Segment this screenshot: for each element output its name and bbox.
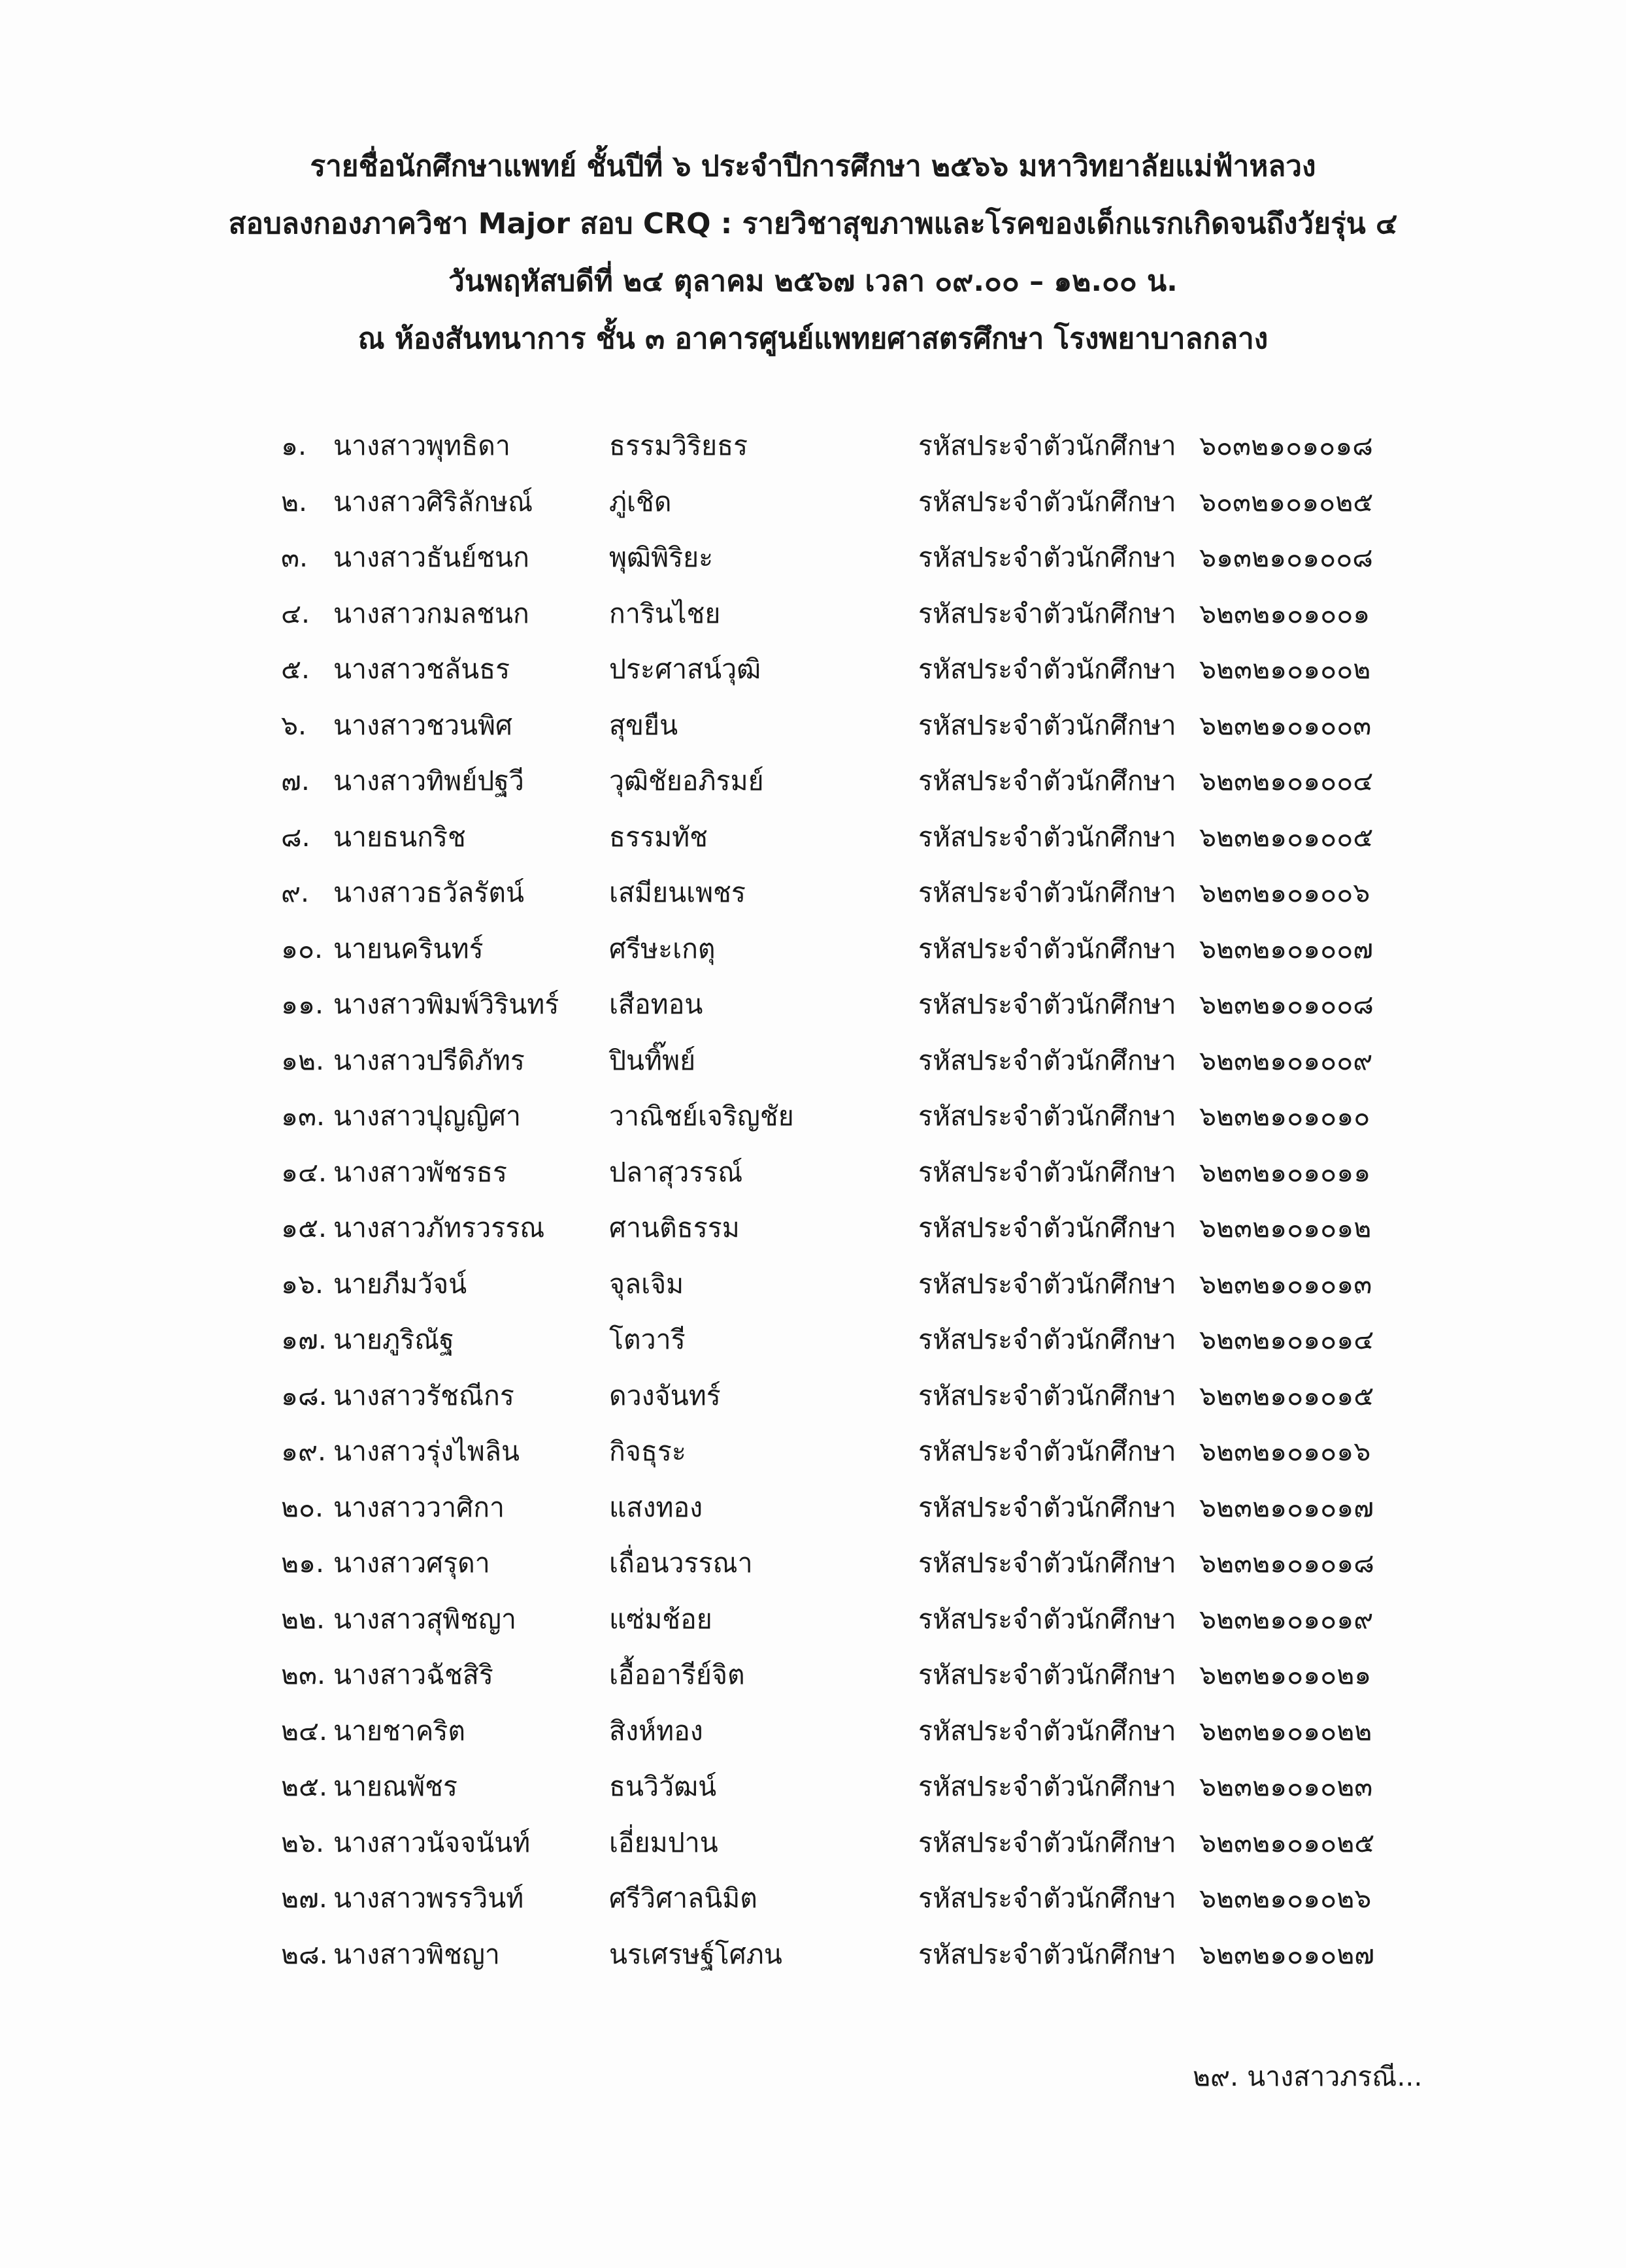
- student-id: ๖๒๓๒๑๐๑๐๒๑: [1199, 1659, 1372, 1690]
- student-name: นางสาวสุพิชญา: [333, 1603, 516, 1635]
- student-list: [0, 426, 1626, 1990]
- student-surname: สิงห์ทอง: [609, 1715, 703, 1747]
- student-id: ๖๒๓๒๑๐๑๐๒๖: [1199, 1882, 1372, 1914]
- student-number: ๑๔.: [281, 1156, 327, 1188]
- student-row: [0, 1376, 1626, 1432]
- student-name: นางสาวภัทรวรรณ: [333, 1212, 545, 1243]
- student-row: [0, 426, 1626, 482]
- student-number: ๒๖.: [281, 1826, 325, 1858]
- student-id-label: รหัสประจำตัวนักศึกษา: [918, 1771, 1176, 1802]
- student-id: ๖๒๓๒๑๐๑๐๐๘: [1199, 989, 1374, 1020]
- student-id: ๖๒๓๒๑๐๑๐๐๙: [1199, 1044, 1373, 1076]
- student-number: ๑๒.: [281, 1044, 325, 1076]
- student-row: [0, 1096, 1626, 1153]
- student-name: นางสาวพรรวินท์: [333, 1882, 524, 1914]
- student-id: ๖๐๓๒๑๐๑๐๑๘: [1199, 430, 1373, 461]
- student-surname: ธรรมวิริยธร: [609, 430, 748, 461]
- student-id-label: รหัสประจำตัวนักศึกษา: [918, 1436, 1176, 1467]
- student-id-label: รหัสประจำตัวนักศึกษา: [918, 1603, 1176, 1635]
- student-name: นางสาวพิชญา: [333, 1938, 500, 1970]
- student-surname: เอื้ออารีย์จิต: [609, 1659, 745, 1690]
- student-id-label: รหัสประจำตัวนักศึกษา: [918, 1547, 1176, 1579]
- header-location: ณ ห้องสันทนาการ ชั้น ๓ อาคารศูนย์แพทยศาสตรศึกษา โรงพยาบาลกลาง: [357, 322, 1269, 355]
- student-id-label: รหัสประจำตัวนักศึกษา: [918, 1715, 1176, 1747]
- student-number: ๒.: [281, 485, 308, 518]
- student-row: [0, 1041, 1626, 1097]
- student-surname: เถื่อนวรรณา: [609, 1547, 753, 1579]
- student-name: นางสาวพัชรธร: [333, 1156, 508, 1188]
- student-id-label: รหัสประจำตัวนักศึกษา: [918, 1268, 1176, 1300]
- student-row: [0, 761, 1626, 817]
- student-id-label: รหัสประจำตัวนักศึกษา: [918, 1212, 1176, 1243]
- student-id-label: รหัสประจำตัวนักศึกษา: [918, 821, 1176, 853]
- student-id-label: รหัสประจำตัวนักศึกษา: [918, 1826, 1176, 1858]
- student-number: ๒๐.: [281, 1491, 324, 1523]
- header-subject: สอบลงกองภาควิชา Major สอบ CRQ : รายวิชาสุขภาพและโรคของเด็กแรกเกิดจนถึงวัยรุ่น ๔: [228, 207, 1398, 240]
- header-title: รายชื่อนักศึกษาแพทย์ ชั้นปีที่ ๖ ประจำปีการศึกษา ๒๕๖๖ มหาวิทยาลัยแม่ฟ้าหลวง: [310, 150, 1316, 183]
- student-id: ๖๒๓๒๑๐๑๐๑๕: [1199, 1379, 1374, 1411]
- student-row: [0, 649, 1626, 706]
- student-id-label: รหัสประจำตัวนักศึกษา: [918, 989, 1176, 1020]
- student-id-label: รหัสประจำตัวนักศึกษา: [918, 597, 1176, 629]
- student-surname: สุขยืน: [609, 709, 678, 741]
- student-surname: ประศาสน์วุฒิ: [609, 653, 761, 685]
- student-name: นางสาวทิพย์ปฐวี: [333, 765, 524, 797]
- student-number: ๑๑.: [281, 989, 324, 1020]
- student-number: ๔.: [281, 597, 310, 629]
- student-row: [0, 1208, 1626, 1264]
- student-id: ๖๒๓๒๑๐๑๐๑๖: [1199, 1436, 1371, 1467]
- student-id-label: รหัสประจำตัวนักศึกษา: [918, 485, 1176, 518]
- student-id: ๖๒๓๒๑๐๑๐๑๓: [1199, 1268, 1372, 1300]
- student-row: [0, 985, 1626, 1041]
- student-surname: เสมียนเพชร: [609, 877, 746, 908]
- student-id-label: รหัสประจำตัวนักศึกษา: [918, 1100, 1176, 1132]
- student-id: ๖๒๓๒๑๐๑๐๐๗: [1199, 932, 1374, 964]
- student-row: [0, 1320, 1626, 1376]
- student-surname: ศานติธรรม: [609, 1212, 740, 1243]
- student-surname: ธนวิวัฒน์: [609, 1771, 717, 1802]
- student-row: [0, 1543, 1626, 1600]
- student-row: [0, 1153, 1626, 1209]
- student-number: ๑๓.: [281, 1100, 325, 1132]
- student-surname: วาณิชย์เจริญชัย: [609, 1100, 794, 1132]
- student-id: ๖๒๓๒๑๐๑๐๐๓: [1199, 709, 1372, 741]
- continued-next-page: ๒๙. นางสาวภรณี...: [1193, 2061, 1423, 2092]
- student-name: นางสาวศรุดา: [333, 1547, 490, 1579]
- student-row: [0, 594, 1626, 650]
- student-row: [0, 1488, 1626, 1544]
- student-surname: ศรีวิศาลนิมิต: [609, 1882, 757, 1914]
- student-id-label: รหัสประจำตัวนักศึกษา: [918, 877, 1176, 908]
- student-name: นางสาวปุญญิศา: [333, 1100, 522, 1132]
- student-id: ๖๐๓๒๑๐๑๐๒๕: [1199, 485, 1374, 518]
- student-id: ๖๑๓๒๑๐๑๐๐๘: [1199, 542, 1373, 573]
- student-id: ๖๒๓๒๑๐๑๐๑๑: [1199, 1156, 1371, 1188]
- student-surname: ธรรมทัช: [609, 821, 708, 853]
- student-id: ๖๒๓๒๑๐๑๐๑๘: [1199, 1547, 1374, 1579]
- student-id-label: รหัสประจำตัวนักศึกษา: [918, 1044, 1176, 1076]
- student-name: นางสาวชวนพิศ: [333, 709, 513, 741]
- student-number: ๖.: [281, 709, 307, 741]
- header-datetime: วันพฤหัสบดีที่ ๒๔ ตุลาคม ๒๕๖๗ เวลา ๐๙.๐๐ – ๑๒.๐๐ น.: [448, 265, 1178, 298]
- student-id: ๖๒๓๒๑๐๑๐๑๐: [1199, 1100, 1370, 1132]
- student-name: นางสาวธันย์ชนก: [333, 542, 529, 573]
- student-number: ๑๕.: [281, 1212, 327, 1243]
- student-row: [0, 1264, 1626, 1321]
- student-id: ๖๒๓๒๑๐๑๐๑๗: [1199, 1491, 1374, 1523]
- student-row: [0, 1711, 1626, 1767]
- student-id: ๖๒๓๒๑๐๑๐๑๒: [1199, 1212, 1372, 1243]
- student-name: นางสาววาศิกา: [333, 1491, 505, 1523]
- student-id-label: รหัสประจำตัวนักศึกษา: [918, 1156, 1176, 1188]
- student-name: นายณพัชร: [333, 1771, 457, 1802]
- student-name: นางสาวปรีดิภัทร: [333, 1044, 525, 1076]
- student-id-label: รหัสประจำตัวนักศึกษา: [918, 709, 1176, 741]
- student-surname: วุฒิชัยอภิรมย์: [609, 765, 764, 797]
- student-row: [0, 817, 1626, 874]
- student-id-label: รหัสประจำตัวนักศึกษา: [918, 1491, 1176, 1523]
- student-number: ๒๑.: [281, 1547, 325, 1579]
- student-number: ๑๖.: [281, 1268, 324, 1300]
- student-id: ๖๒๓๒๑๐๑๐๑๔: [1199, 1324, 1374, 1355]
- student-name: นางสาวศิริลักษณ์: [333, 485, 533, 518]
- student-surname: เสือทอน: [609, 989, 703, 1020]
- student-surname: แสงทอง: [609, 1491, 703, 1523]
- student-number: ๑.: [281, 430, 307, 461]
- student-number: ๒๗.: [281, 1882, 327, 1914]
- student-id: ๖๒๓๒๑๐๑๐๐๖: [1199, 877, 1370, 908]
- student-surname: นรเศรษฐ์โศภน: [609, 1938, 782, 1970]
- student-name: นายธนกริช: [333, 821, 466, 853]
- student-name: นางสาวธวัลรัตน์: [333, 877, 524, 908]
- student-name: นางสาวพิมพ์วิรินทร์: [333, 989, 559, 1020]
- student-row: [0, 538, 1626, 594]
- student-id: ๖๒๓๒๑๐๑๐๒๕: [1199, 1826, 1375, 1858]
- student-id-label: รหัสประจำตัวนักศึกษา: [918, 1379, 1176, 1411]
- student-number: ๗.: [281, 765, 310, 797]
- student-number: ๒๘.: [281, 1938, 328, 1970]
- student-id-label: รหัสประจำตัวนักศึกษา: [918, 1324, 1176, 1355]
- student-id-label: รหัสประจำตัวนักศึกษา: [918, 1938, 1176, 1970]
- student-surname: พุฒิพิริยะ: [609, 542, 714, 573]
- student-name: นางสาวพุทธิดา: [333, 430, 510, 461]
- student-row: [0, 1823, 1626, 1879]
- student-name: นางสาวฉัชสิริ: [333, 1659, 493, 1690]
- student-id: ๖๒๓๒๑๐๑๐๑๙: [1199, 1603, 1374, 1635]
- student-name: นายชาคริต: [333, 1715, 465, 1747]
- student-id: ๖๒๓๒๑๐๑๐๒๓: [1199, 1771, 1373, 1802]
- student-surname: ศรีษะเกตุ: [609, 932, 716, 964]
- student-row: [0, 1935, 1626, 1991]
- student-id: ๖๒๓๒๑๐๑๐๐๔: [1199, 765, 1374, 797]
- student-surname: ปินทิ๊พย์: [609, 1044, 696, 1076]
- student-name: นางสาวรุ่งไพลิน: [333, 1436, 520, 1467]
- student-name: นางสาวชลันธร: [333, 653, 510, 685]
- student-number: ๑๗.: [281, 1324, 327, 1355]
- student-id: ๖๒๓๒๑๐๑๐๐๑: [1199, 597, 1370, 629]
- student-name: นายนครินทร์: [333, 932, 484, 964]
- document-header: [0, 147, 1626, 377]
- student-id: ๖๒๓๒๑๐๑๐๒๗: [1199, 1938, 1375, 1970]
- student-number: ๒๒.: [281, 1603, 325, 1635]
- student-name: นางสาวกมลชนก: [333, 597, 529, 629]
- student-number: ๒๕.: [281, 1771, 328, 1802]
- student-row: [0, 873, 1626, 929]
- student-surname: โตวารี: [609, 1324, 686, 1355]
- student-number: ๓.: [281, 542, 308, 573]
- student-id-label: รหัสประจำตัวนักศึกษา: [918, 765, 1176, 797]
- student-name: นางสาวรัชณีกร: [333, 1379, 514, 1411]
- student-id-label: รหัสประจำตัวนักศึกษา: [918, 1659, 1176, 1690]
- student-id: ๖๒๓๒๑๐๑๐๐๒: [1199, 653, 1371, 685]
- student-row: [0, 706, 1626, 762]
- student-number: ๘.: [281, 821, 310, 853]
- student-surname: กิจธุระ: [609, 1436, 686, 1467]
- student-row: [0, 482, 1626, 538]
- student-number: ๒๓.: [281, 1659, 326, 1690]
- student-surname: จุลเจิม: [609, 1268, 684, 1300]
- student-row: [0, 1767, 1626, 1823]
- student-row: [0, 1879, 1626, 1935]
- student-row: [0, 1655, 1626, 1711]
- student-surname: ภู่เชิด: [609, 485, 672, 518]
- student-id: ๖๒๓๒๑๐๑๐๒๒: [1199, 1715, 1372, 1747]
- student-surname: การินไชย: [609, 597, 721, 629]
- student-number: ๑๘.: [281, 1379, 327, 1411]
- student-surname: แซ่มช้อย: [609, 1603, 712, 1635]
- student-name: นายภีมวัจน์: [333, 1268, 467, 1300]
- student-number: ๑๐.: [281, 932, 324, 964]
- student-row: [0, 1432, 1626, 1488]
- student-number: ๕.: [281, 653, 310, 685]
- student-surname: เอี่ยมปาน: [609, 1826, 718, 1858]
- student-row: [0, 1600, 1626, 1656]
- student-id: ๖๒๓๒๑๐๑๐๐๕: [1199, 821, 1374, 853]
- student-id-label: รหัสประจำตัวนักศึกษา: [918, 542, 1176, 573]
- student-number: ๒๔.: [281, 1715, 328, 1747]
- student-name: นางสาวนัจจนันท์: [333, 1826, 531, 1858]
- student-id-label: รหัสประจำตัวนักศึกษา: [918, 430, 1176, 461]
- student-surname: ปลาสุวรรณ์: [609, 1156, 743, 1188]
- student-number: ๑๙.: [281, 1436, 327, 1467]
- student-name: นายภูริณัฐ: [333, 1324, 454, 1355]
- student-surname: ดวงจันทร์: [609, 1379, 721, 1411]
- student-id-label: รหัสประจำตัวนักศึกษา: [918, 653, 1176, 685]
- student-id-label: รหัสประจำตัวนักศึกษา: [918, 1882, 1176, 1914]
- student-row: [0, 929, 1626, 985]
- student-id-label: รหัสประจำตัวนักศึกษา: [918, 932, 1176, 964]
- student-number: ๙.: [281, 877, 310, 908]
